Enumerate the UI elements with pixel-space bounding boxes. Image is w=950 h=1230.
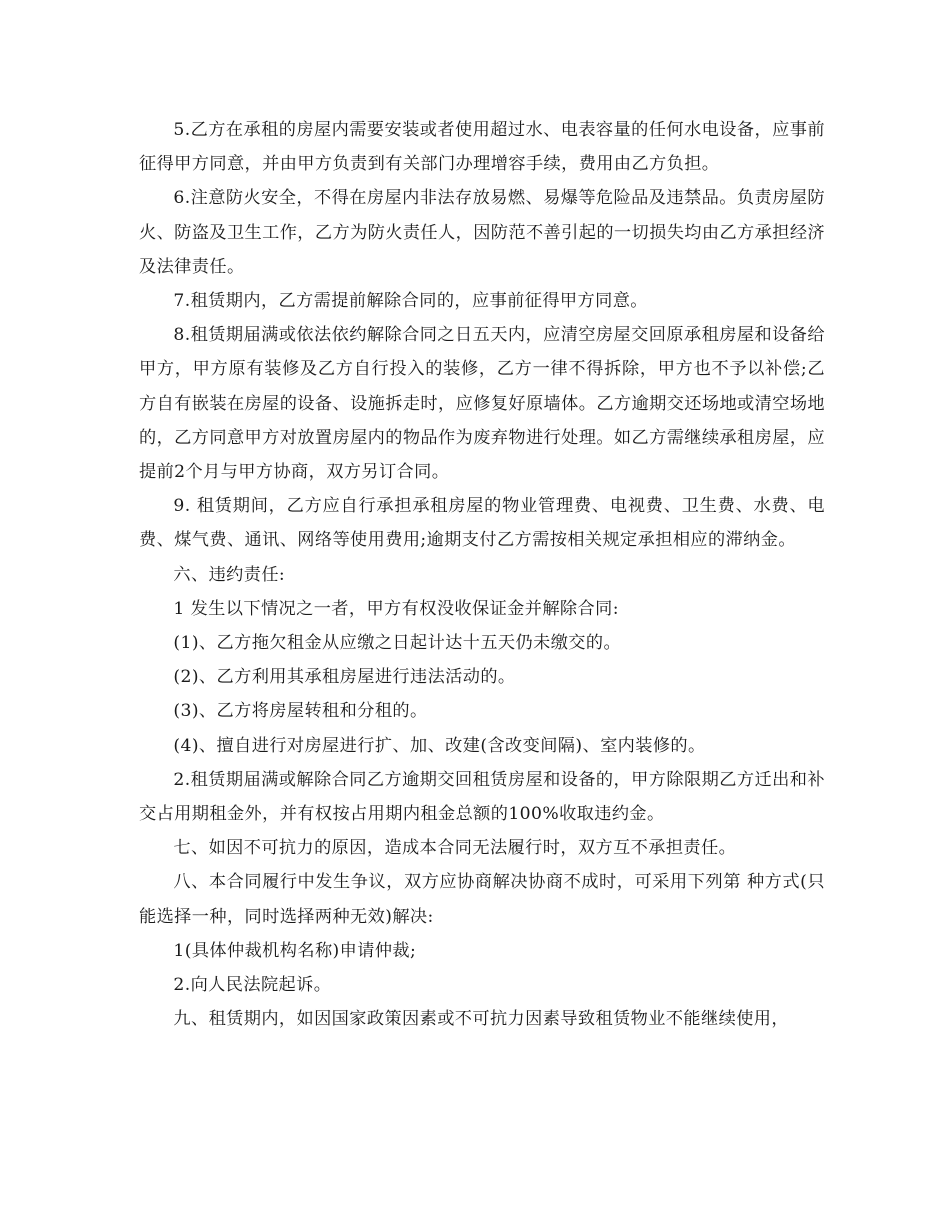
paragraph-clause-6: 6.注意防火安全，不得在房屋内非法存放易燃、易爆等危险品及违禁品。负责房屋防火、防盗及卫生工作，乙方为防火责任人，因防范不善引起的一切损失均由乙方承担经济及法律责任。 bbox=[139, 188, 825, 277]
section-force-majeure: 七、如因不可抗力的原因，造成本合同无法履行时，双方互不承担责任。 bbox=[173, 838, 737, 859]
section-dispute: 八、本合同履行中发生争议，双方应协商解决协商不成时，可采用下列第 种方式(只能选择一种，同时选择两种无效)解决: bbox=[139, 872, 825, 927]
list-item-breach-1: (1)、乙方拖欠租金从应缴之日起计达十五天仍未缴交的。 bbox=[173, 633, 622, 654]
paragraph-breach-2: 2.租赁期届满或解除合同乙方逾期交回租赁房屋和设备的，甲方除限期乙方迁出和补交占用期租金外，并有权按占用期内租金总额的100%收取违约金。 bbox=[139, 769, 825, 825]
list-item-breach-3: (3)、乙方将房屋转租和分租的。 bbox=[173, 701, 428, 722]
list-item-breach-2: (2)、乙方利用其承租房屋进行违法活动的。 bbox=[173, 667, 516, 688]
paragraph-clause-7: 7.租赁期内，乙方需提前解除合同的，应事前征得甲方同意。 bbox=[173, 291, 648, 312]
section-heading-breach: 六、违约责任: bbox=[173, 564, 286, 585]
document-body bbox=[139, 113, 825, 1036]
dispute-option-1: 1(具体仲裁机构名称)申请仲裁; bbox=[173, 940, 417, 961]
dispute-option-2: 2.向人民法院起诉。 bbox=[173, 975, 332, 996]
paragraph-breach-1: 1 发生以下情况之一者，甲方有权没收保证金并解除合同: bbox=[173, 598, 619, 619]
paragraph-clause-9: 9. 租赁期间，乙方应自行承担承租房屋的物业管理费、电视费、卫生费、水费、电费、煤气费、通讯、网络等使用费用;逾期支付乙方需按相关规定承担相应的滞纳金。 bbox=[139, 496, 825, 551]
list-item-breach-4: (4)、擅自进行对房屋进行扩、加、改建(含改变间隔)、室内装修的。 bbox=[173, 735, 706, 756]
paragraph-clause-5: 5.乙方在承租的房屋内需要安装或者使用超过水、电表容量的任何水电设备，应事前征得甲方同意，并由甲方负责到有关部门办理增容手续，费用由乙方负担。 bbox=[139, 120, 825, 175]
section-policy: 九、租赁期内，如因国家政策因素或不可抗力因素导致租赁物业不能继续使用， bbox=[173, 1009, 789, 1030]
paragraph-clause-8: 8.租赁期届满或依法依约解除合同之日五天内，应清空房屋交回原承租房屋和设备给甲方，甲方原有装修及乙方自行投入的装修，乙方一律不得拆除，甲方也不予以补偿;乙方自有嵌装在房屋的设备、设施拆走时，应修复好原墙体。乙方逾期交还场地或清空场地的，乙方同意甲方对放置房屋内的物品作为废弃物进行处理。如乙方需继续承租房屋，应提前2个月与甲方协商，双方另订合同。 bbox=[139, 325, 825, 483]
